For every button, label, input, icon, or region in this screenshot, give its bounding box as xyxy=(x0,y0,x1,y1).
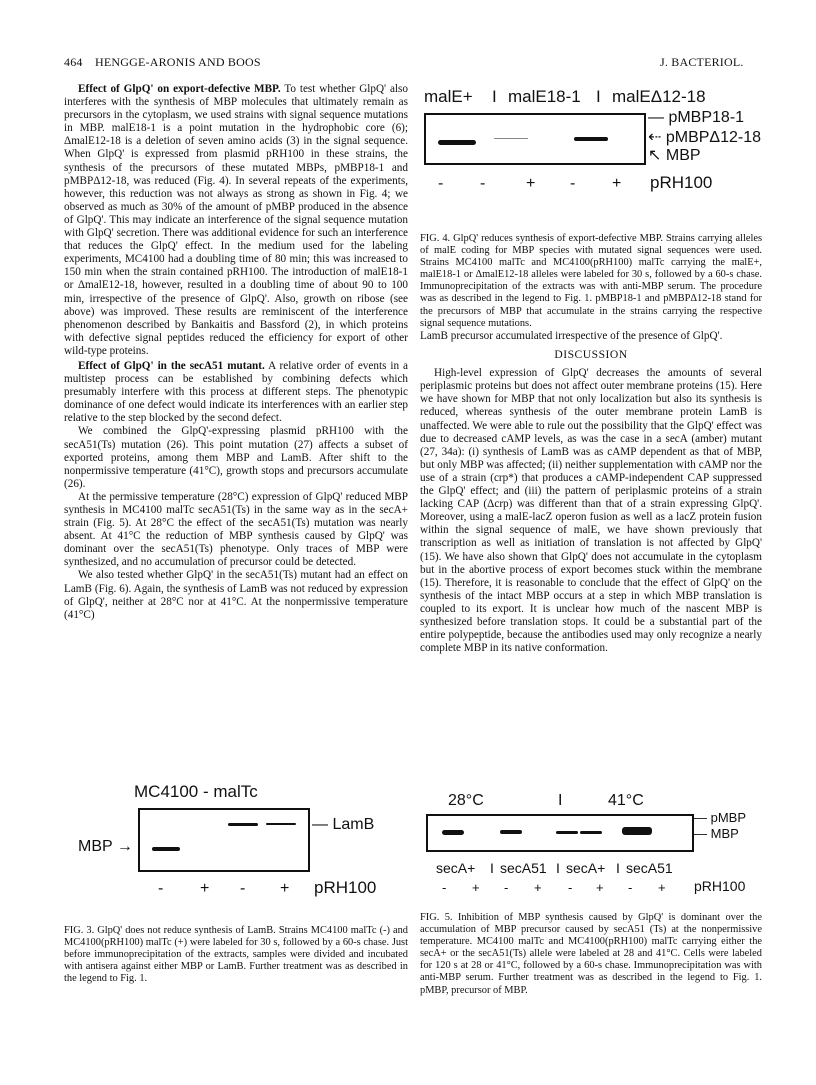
gel-band-mbp xyxy=(556,831,578,834)
section-title: DISCUSSION xyxy=(554,348,628,362)
fig4-sign: + xyxy=(526,175,536,192)
fig4-separator: I xyxy=(596,87,601,106)
page-number: 464 xyxy=(64,55,83,69)
paragraph: At the permissive temperature (28°C) expression of GlpQ' reduced MBP synthesis in MC4100 malTc secA51(Ts) in the same way as in the secA+ strain (Fig. 5). At 28°C the effect of the secA51(Ts) mutation was nearly absent. At 41°C the reduction of MBP synthesis caused by GlpQ' was dominant over the secA51(Ts) phenotype. Only traces of MBP were synthesized, and no accumulation of precursor could be detected. xyxy=(64,490,408,569)
gel-band-mbp xyxy=(580,831,602,834)
fig3-right-label: — LamB xyxy=(312,816,375,833)
fig5-gel-box xyxy=(426,814,694,852)
fig5-band-label: — pMBP xyxy=(694,810,747,825)
fig3-sign: - xyxy=(240,880,246,897)
fig3-left-label: MBP → xyxy=(78,838,133,855)
paragraph: High-level expression of GlpQ' decreases the amounts of several periplasmic proteins but does not affect outer membrane proteins (15). Here we have shown for MBP that not only localization but also its synthesis is reduced, whereas synthesis of the outer membrane protein LamB is unaffected. We were able to rule out the possibility that the GlpQ' effect was due to decreased cAMP levels, as was the case in a secA (amber) mutant (27, 34a): (i) synthesis of LamB was as cAMP dependent as that of MBP, but only MBP was affected; (ii) neither supplementation with cAMP nor the use of a strain (crp*) that produces a cAMP-independent CAP suppressed the GlpQ' effect; and (iii) the pattern of periplasmic proteins of a strain lacking CAP (Δcrp) was different than that of a strain expressing GlpQ'. Moreover, using a malE-lacZ operon fusion as well as a lacZ protein fusion within the signal sequence of malE, we have shown previously that transcription as well as initiation of translation is not affected by GlpQ' (15). We have also shown that GlpQ' does not accumulate in the cytoplasm but in the abortive process of export becomes stuck within the membrane (15). Therefore, it is reasonable to conclude that the effect of GlpQ' on the synthesis of the intact MBP occurs at a step in which MBP translation is coupled to its export. It is unclear how much of the nascent MBP is synthesized before translation stops. It could be a substantial part of the entire polypeptide, because the antibodies used may only recognize a nearly complete MBP in its native conformation. xyxy=(420,367,762,655)
fig5-separator: I xyxy=(558,792,563,809)
fig5-separator: I xyxy=(556,860,560,876)
fig3-plasmid-label: pRH100 xyxy=(314,878,377,897)
gel-band-lamb xyxy=(228,823,258,826)
fig5-band-name: MBP xyxy=(710,826,739,841)
fig4-sign: - xyxy=(438,175,444,192)
fig5-strain-label: secA+ xyxy=(566,860,606,876)
left-column xyxy=(64,83,408,622)
fig4-gel xyxy=(420,83,760,233)
fig4-band-name: pMBPΔ12-18 xyxy=(665,129,762,146)
paragraph: We combined the GlpQ'-expressing plasmid pRH100 with the secA51(Ts) mutation (26). This point mutation (27) affects a subset of exported proteins, among them MBP and LamB. After shift to the nonpermissive temperature (41°C), growth stops and precursors accumulate (26). xyxy=(64,425,408,490)
gel-band-pmbp-mbp xyxy=(622,827,652,835)
fig5-sign: + xyxy=(472,880,480,895)
fig3-gel xyxy=(64,782,404,912)
gel-band-lamb xyxy=(266,823,296,825)
gel-band-pmbp18-1 xyxy=(494,138,528,139)
fig4-lane-label: malEΔ12-18 xyxy=(612,87,706,106)
gel-band-mbp xyxy=(500,830,522,834)
fig5-band-name: pMBP xyxy=(710,810,747,825)
gel-band-mbp xyxy=(438,140,476,145)
running-authors: HENGGE-ARONIS AND BOOS xyxy=(95,55,261,69)
fig3-caption: FIG. 3. GlpQ' does not reduce synthesis of LamB. Strains MC4100 malTc (-) and MC4100(pRH100) malTc (+) were labeled for 30 s, followed by a 60-s chase. Just before immunoprecipitation of the extracts, samples were divided and incubated with antisera against either MBP or LamB. Further treatment was as described in the legend to Fig. 1. xyxy=(64,925,408,985)
fig5-band-label: — MBP xyxy=(694,826,739,841)
fig3-band-name: MBP xyxy=(78,838,113,855)
fig4-band-label: ⇠ pMBPΔ12-18 xyxy=(648,129,762,146)
fig5-temp-label: 41°C xyxy=(608,792,644,809)
fig4-band-name: MBP xyxy=(665,147,701,164)
fig3-sign: - xyxy=(158,880,164,897)
fig5-sign: - xyxy=(442,880,447,895)
fig4-band-name: pMBP18-1 xyxy=(668,109,745,126)
fig5-sign: - xyxy=(568,880,573,895)
fig5-strain-label: secA51 xyxy=(626,860,673,876)
gel-band-mbp xyxy=(152,847,180,851)
fig4-lane-label: malE+ xyxy=(424,87,473,106)
fig3-sign: + xyxy=(200,880,210,897)
right-column xyxy=(420,330,762,655)
fig5-sign: + xyxy=(534,880,542,895)
fig3-sign: + xyxy=(280,880,290,897)
section-title: Effect of GlpQ' in the secA51 mutant. xyxy=(78,359,265,372)
fig5-separator: I xyxy=(490,860,494,876)
paragraph: We also tested whether GlpQ' in the secA51(Ts) mutant had an effect on LamB (Fig. 6). Again, the synthesis of LamB was not reduced by expression of GlpQ', neither at 28°C nor at 41°C. At the nonpermissive temperature (41°C) xyxy=(64,569,408,621)
fig4-lane-label: malE18-1 xyxy=(508,87,581,106)
gel-band-mbp xyxy=(442,830,464,835)
fig4-gel-box xyxy=(424,113,646,165)
fig4-band-label: ↖ MBP xyxy=(648,147,701,164)
fig4-plasmid-label: pRH100 xyxy=(650,173,713,192)
fig4-sign: - xyxy=(480,175,486,192)
gel-band-pmbp12-18 xyxy=(574,137,608,141)
fig5-strain-label: secA+ xyxy=(436,860,476,876)
paragraph xyxy=(64,83,408,358)
paragraph-text: To test whether GlpQ' also interferes with the synthesis of MBP molecules that ultimately remain as precursors in the cytoplasm, we used strains with signal sequence mutations in MBP. malE18-1 is a point mutation in the hydrophobic core (6); ΔmalE12-18 is a deletion of seven amino acids (3) in the signal sequence. When GlpQ' is expressed from plasmid pRH100 in these strains, the synthesis of the precursors of these mutated MBPs, pMBP18-1 and pMBPΔ12-18, was reduced (Fig. 4). In several repeats of the experiments, however, this reduction was not always as strong as shown in Fig. 4; we observed as much as 30% of the amount of pMBP produced in the absence of GlpQ'. This may indicate an interference of the signal sequence mutation with GlpQ' secretion. There was additional evidence for such an interference that reduces the GlpQ' effect. In the medium used for the labeling experiments, MC4100 had a doubling time of 80 min; this was increased to 150 min when the strain contained pRH100. The introduction of malE18-1 or ΔmalE12-18, however, resulted in a doubling time of about 90 to 100 min, irrespective of the presence of GlpQ'. Also, growth on ribose (see above) was improved. These results are reminiscent of the interference phenomenon described by Bankaitis and Bassford (2), in which proteins with defective signal peptides reduced the efficiency for export of other wild-type proteins. xyxy=(64,83,408,357)
fig4-band-label: — pMBP18-1 xyxy=(648,109,745,126)
fig5-sign: + xyxy=(658,880,666,895)
fig4-caption: FIG. 4. GlpQ' reduces synthesis of export-defective MBP. Strains carrying alleles of malE coding for MBP species with mutated signal sequences were used. Strains MC4100 malTc and MC4100(pRH100) malTc carrying the malE+, malE18-1 or ΔmalE12-18 alleles were labeled for 30 s, followed by a 60-s chase. Immunoprecipitation of the extracts was with anti-MBP serum. The procedure was as described in the legend to Fig. 1. pMBP18-1 and pMBPΔ12-18 stand for the precursors of MBP that accumulate in the strains carrying the respective signal sequence mutations. xyxy=(420,233,762,329)
fig5-gel xyxy=(420,790,762,902)
fig5-sign: - xyxy=(504,880,509,895)
fig4-sign: - xyxy=(570,175,576,192)
section-title: Effect of GlpQ' on export-defective MBP. xyxy=(78,83,281,95)
fig5-temp-label: 28°C xyxy=(448,792,484,809)
paragraph: LamB precursor accumulated irrespective of the presence of GlpQ'. xyxy=(420,330,723,342)
fig5-sign: + xyxy=(596,880,604,895)
fig5-caption: FIG. 5. Inhibition of MBP synthesis caused by GlpQ' is dominant over the accumulation of MBP precursor caused by secA51 (Ts) at the nonpermissive temperature. MC4100 malTc and MC4100(pRH100) malTc carrying either the secA+ or the secA51(Ts) allele were labeled at 28 and 41°C. Cells were labeled for 120 s at 28 or 41°C, followed by a 60-s chase. Immunoprecipitation was with anti-MBP serum. Further treatment was as described in the legend to Fig. 1. pMBP, precursor of MBP. xyxy=(420,912,762,996)
fig3-band-name: LamB xyxy=(332,816,375,833)
fig4-separator: I xyxy=(492,87,497,106)
fig5-strain-label: secA51 xyxy=(500,860,547,876)
fig4-sign: + xyxy=(612,175,622,192)
paragraph-text: A relative order of events in a multistep process can be established by combining defects which presumably interfere with this process at different steps. The phenotypic dominance of one defect would indicate its interferences with an earlier step relative to the step blocked by the second defect. xyxy=(64,359,408,425)
fig3-gel-box xyxy=(138,808,310,872)
journal-name: J. BACTERIOL. xyxy=(660,55,744,69)
fig5-separator: I xyxy=(616,860,620,876)
fig5-plasmid-label: pRH100 xyxy=(694,878,746,894)
paragraph xyxy=(64,360,408,425)
fig5-sign: - xyxy=(628,880,633,895)
fig3-title: MC4100 - malTc xyxy=(134,782,258,801)
